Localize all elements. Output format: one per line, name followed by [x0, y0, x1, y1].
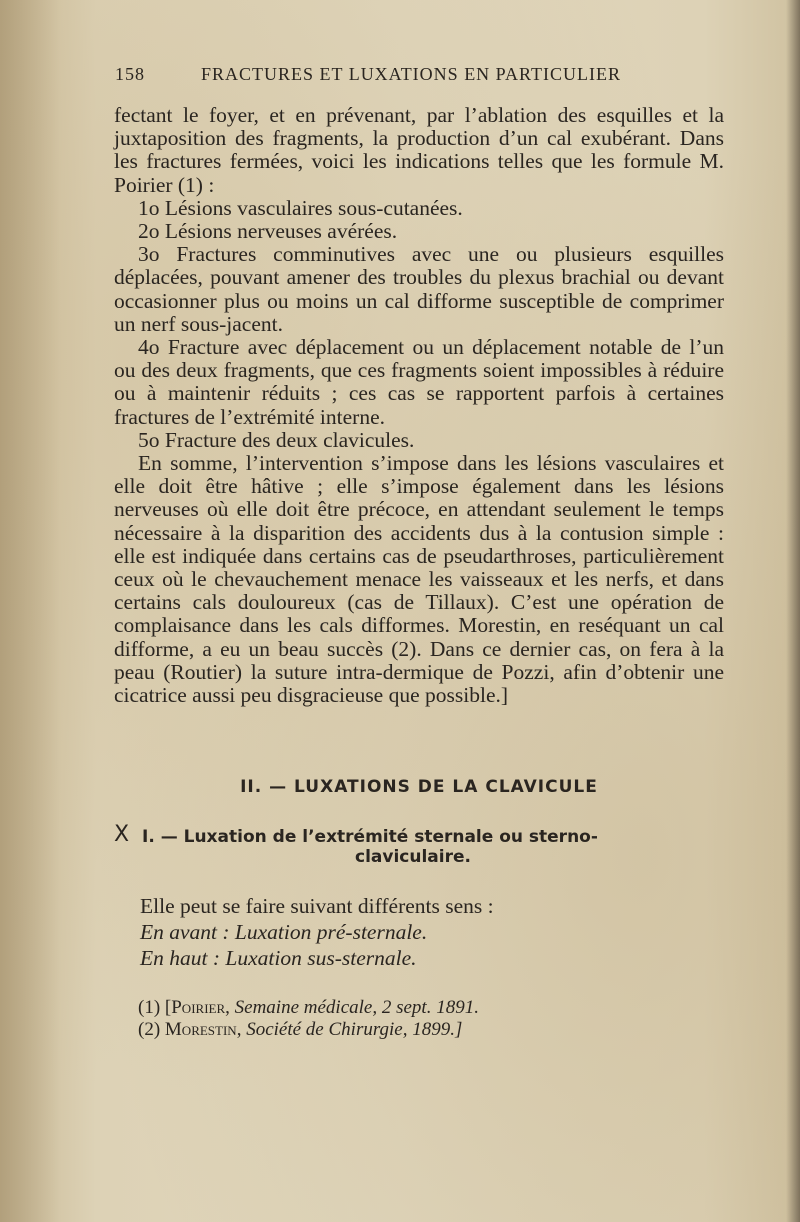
footnote-number: (2) [138, 1019, 165, 1041]
main-text [114, 104, 724, 707]
intro-line: Elle peut se faire suivant différents sens : [140, 894, 494, 919]
footnote-source: Semaine médicale, 2 sept. 1891. [229, 997, 479, 1019]
footnote-author: Morestin, [164, 1019, 242, 1041]
list-item: 1o Lésions vasculaires sous-cutanées. [138, 195, 463, 220]
footnote-2 [138, 1019, 724, 1041]
footnote-source: Société de Chirurgie, 1899.] [241, 1019, 463, 1041]
case-line: En avant : Luxation pré-sternale. [140, 920, 428, 945]
paragraph-summary: En somme, l’intervention s’impose dans les lésions vasculaires et elle doit être hâtive ; elle s’impose également dans les lésions nerveuses où elle doit être précoce, en attendant seulement le temps nécessaire à la disparition des accidents dus à la contusion simple : elle est indiquée dans certains cas de pseudarthroses, particulièrement ceux où le chevauchement menace les vaisseaux et les nerfs, et dans certains cals douloureux (cas de Tillaux). C’est une opération de complaisance dans les cals difformes. Morestin, en reséquant un cal difforme, a eu un beau succès (2). Dans ce dernier cas, on fera à la peau (Routier) la suture intra-dermique de Pozzi, afin d’obtenir une cicatrice aussi peu disgracieuse que possible.] [114, 451, 724, 708]
subsection-title-line1: I. — Luxation de l’extrémité sternale ou sterno- [142, 827, 598, 848]
footnote-number: (1) [ [138, 997, 172, 1019]
list-item: 4o Fracture avec déplacement ou un déplacement notable de l’un ou des deux fragments, que ces fragments soient impossibles à réduire ou à maintenir réduits ; ces cas se rapportent parfois à certaines fractures de l’extrémité interne. [114, 335, 724, 429]
running-title: FRACTURES ET LUXATIONS EN PARTICULIER [201, 64, 621, 84]
list-item: 2o Lésions nerveuses avérées. [138, 219, 398, 244]
handwritten-cross-mark: X [114, 822, 130, 848]
subsection-text [114, 893, 724, 971]
footnote-author: Poirier, [171, 997, 230, 1019]
footnotes [114, 997, 724, 1041]
page-number: 158 [115, 64, 145, 84]
page-shadow-left [0, 0, 60, 1222]
subsection-title [114, 822, 724, 868]
running-head [115, 60, 724, 90]
subsection-title-line2: claviculaire. [355, 847, 471, 868]
book-page [114, 60, 724, 1041]
list-item: 5o Fracture des deux clavicules. [138, 427, 415, 452]
list-item: 3o Fractures comminutives avec une ou plusieurs esquilles déplacées, pouvant amener des troubles du plexus brachial ou devant occasionner plus ou moins un cal difforme susceptible de comprimer un nerf sous-jacent. [114, 242, 724, 336]
case-line: En haut : Luxation sus-sternale. [140, 946, 417, 971]
page-shadow-right [786, 0, 800, 1222]
section-title: II. — LUXATIONS DE LA CLAVICULE [240, 777, 598, 798]
footnote-1 [138, 997, 724, 1019]
paragraph-continuation: fectant le foyer, et en prévenant, par l’ablation des esquilles et la juxtaposition des fragments, la production d’un cal exubérant. Dans les fractures fermées, voici les indications telles que les formule M. Poirier (1) : [114, 103, 724, 197]
